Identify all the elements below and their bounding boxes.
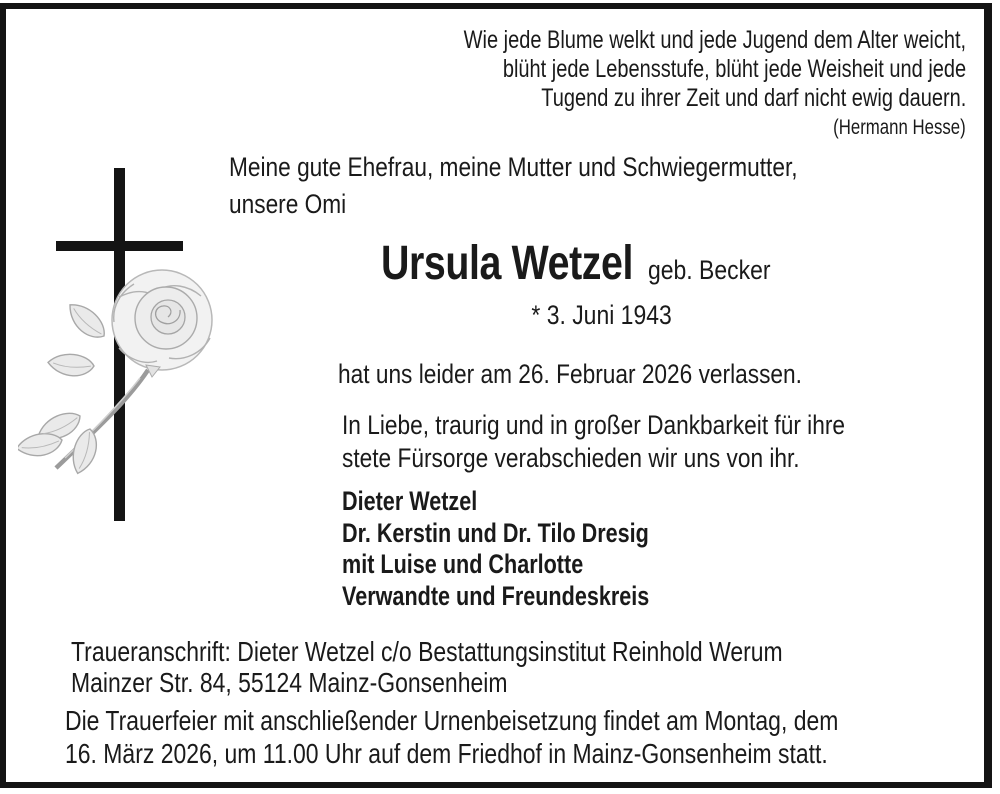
mourner-name: Dieter Wetzel: [342, 486, 478, 516]
deceased-name-block: [381, 236, 823, 331]
farewell-line: stete Fürsorge verabschieden wir uns von ihr.: [342, 443, 800, 473]
deceased-name: Ursula Wetzel: [381, 237, 634, 290]
mourning-address-line: Traueranschrift: Dieter Wetzel c/o Bestattungsinstitut Reinhold Werum: [71, 636, 783, 667]
birth-date: * 3. Juni 1943: [531, 300, 673, 330]
mourner-name: Dr. Kerstin und Dr. Tilo Dresig: [342, 517, 649, 548]
maiden-name: geb. Becker: [648, 255, 771, 285]
mourner-name: Verwandte und Freundeskreis: [342, 580, 650, 611]
quote-attribution: (Hermann Hesse): [833, 116, 966, 139]
funeral-info-line: Die Trauerfeier mit anschließender Urnenbeisetzung findet am Montag, dem: [65, 705, 839, 736]
mourner-name: mit Luise und Charlotte: [342, 549, 584, 579]
quote-line: Wie jede Blume welkt und jede Jugend dem Alter weicht,: [463, 26, 966, 54]
farewell-paragraph: [342, 409, 941, 475]
farewell-line: In Liebe, traurig und in großer Dankbarkeit für ihre: [342, 410, 846, 440]
opening-quote: [338, 26, 966, 141]
death-notice: hat uns leider am 26. Februar 2026 verlassen.: [338, 359, 802, 389]
quote-line: blüht jede Lebensstufe, blüht jede Weisheit und jede: [502, 55, 966, 83]
funeral-info-line: 16. März 2026, um 11.00 Uhr auf dem Friedhof in Mainz-Gonsenheim statt.: [65, 738, 828, 769]
cross-icon-bar: [56, 241, 183, 251]
quote-line: Tugend zu ihrer Zeit und darf nicht ewig dauern.: [540, 84, 966, 112]
funeral-info: [65, 704, 1000, 770]
mourning-address-line: Mainzer Str. 84, 55124 Mainz-Gonsenheim: [71, 667, 508, 698]
salutation-line: Meine gute Ehefrau, meine Mutter und Schwiegermutter,: [229, 152, 798, 182]
rose-icon: [18, 266, 226, 482]
salutation-line: unsere Omi: [229, 189, 347, 219]
salutation: [229, 149, 906, 223]
mourners-list: [342, 486, 726, 612]
mourning-address: [71, 636, 939, 698]
